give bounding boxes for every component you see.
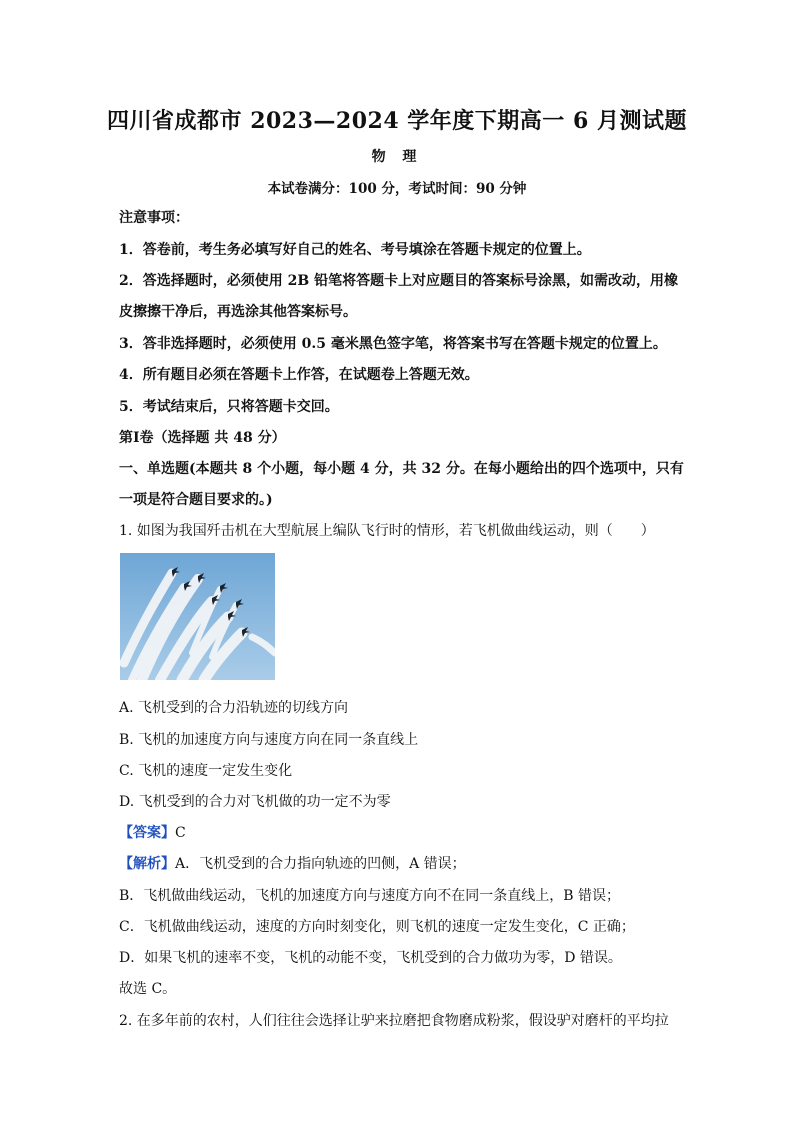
analysis-tag: 【解析】 — [119, 856, 175, 872]
exam-meta: 本试卷满分：100 分，考试时间：90 分钟 — [267, 181, 527, 197]
option-d: D. 飞机受到的合力对飞机做的功一定不为零 — [119, 794, 391, 810]
notice-item: 2．答选择题时，必须使用 2B 铅笔将答题卡上对应题目的答案标号涂黑，如需改动，用橡 — [119, 273, 679, 289]
jet-formation-image — [120, 553, 275, 680]
part-instructions-line1: 一、单选题(本题共 8 个小题，每小题 4 分，共 32 分。在每小题给出的四个选项中，只有 — [119, 461, 684, 477]
question-1-stem: 1. 如图为我国歼击机在大型航展上编队飞行时的情形，若飞机做曲线运动，则（ ） — [119, 523, 655, 539]
notice-heading: 注意事项： — [119, 210, 189, 226]
answer-value: C — [175, 825, 186, 841]
analysis-conclusion: 故选 C。 — [119, 981, 177, 997]
option-b: B. 飞机的加速度方向与速度方向在同一条直线上 — [119, 732, 419, 748]
analysis-text: A．飞机受到的合力指向轨迹的凹侧，A 错误； — [175, 856, 466, 872]
answer-tag: 【答案】 — [119, 825, 175, 841]
notice-item: 皮擦擦干净后，再选涂其他答案标号。 — [119, 304, 357, 320]
answer-line — [119, 822, 186, 842]
analysis-line: D．如果飞机的速率不变，飞机的动能不变，飞机受到的合力做功为零，D 错误。 — [119, 950, 622, 966]
exam-title: 四川省成都市 2023—2024 学年度下期高一 6 月测试题 — [107, 108, 687, 134]
option-a: A. 飞机受到的合力沿轨迹的切线方向 — [119, 700, 349, 716]
analysis-line: B．飞机做曲线运动，飞机的加速度方向与速度方向不在同一条直线上，B 错误； — [119, 888, 621, 904]
subject-label: 物 理 — [371, 149, 423, 165]
notice-item: 1．答卷前，考生务必填写好自己的姓名、考号填涂在答题卡规定的位置上。 — [119, 242, 591, 258]
notice-item: 4．所有题目必须在答题卡上作答，在试题卷上答题无效。 — [119, 367, 479, 383]
question-2-stem: 2. 在多年前的农村，人们往往会选择让驴来拉磨把食物磨成粉浆，假设驴对磨杆的平均拉 — [119, 1013, 669, 1029]
notice-item: 3．答非选择题时，必须使用 0.5 毫米黑色签字笔，将答案书写在答题卡规定的位置上。 — [119, 336, 667, 352]
option-c: C. 飞机的速度一定发生变化 — [119, 763, 293, 779]
analysis-line — [119, 853, 466, 873]
section-title: 第Ⅰ卷（选择题 共 48 分） — [119, 430, 286, 446]
part-instructions-line2: 一项是符合题目要求的。) — [119, 492, 273, 508]
jet-formation-photo — [120, 553, 275, 680]
analysis-line: C．飞机做曲线运动，速度的方向时刻变化，则飞机的速度一定发生变化，C 正确； — [119, 919, 635, 935]
notice-item: 5．考试结束后，只将答题卡交回。 — [119, 399, 339, 415]
